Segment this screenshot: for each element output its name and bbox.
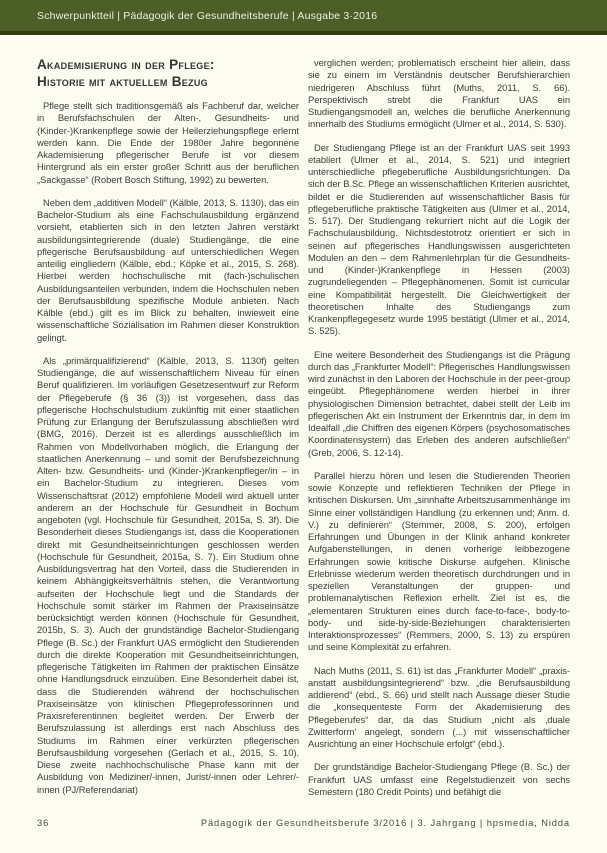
journal-info: Pädagogik der Gesundheitsberufe 3/2016 | 3. Jahrgang | hpsmedia, Nidda xyxy=(200,818,570,828)
paragraph: Pflege stellt sich traditionsgemäß als Fachberuf dar, welcher in Berufsfachschulen der Alten-, Gesundheits- und (Kinder-)Krankenpflege sowie der Heilerziehungspflege erlernt werden kann. Die Ende der 1980er Jahre begonnene Akademisierung pflegerischer Berufe ist vor diesem Hintergrund als ein erster großer Schritt aus der beruflichen „Sackgasse“ (Robert Bosch Stiftung, 1992) zu bewerten. xyxy=(37,100,299,185)
paragraph: Neben dem „additiven Modell“ (Kälble, 2013, S. 1130), das ein Bachelor-Studium als eine Fachschulausbildung ergänzend vorsieht, etablierten sich in den letzten Jahren verstärkt ausbildungsintegrierende (duale) Studiengänge, die eine pflegerische Berufsausbildung auf unterschiedlichen Wegen anteilig eingliedern (Kälble, ebd.; Köpke et al., 2015, S. 268). Hierbei werden hochschulische mit (fach-)schulischen Ausbildungsanteilen verbunden, indem die Hochschulen neben der Berufsausbildung spezifische Module anbieten. Nach Kälble (ebd.) gilt es im Blick zu behalten, inwieweit eine wissenschaftliche Sozialisation im Rahmen dieser Konstruktion gelingt. xyxy=(37,196,299,343)
header-text: Schwerpunktteil | Pädagogik der Gesundheitsberufe | Ausgabe 3·2016 xyxy=(37,9,378,22)
page-number: 36 xyxy=(37,818,50,828)
paragraph: Nach Muths (2011, S. 61) ist das „Frankfurter Modell“ „praxis- anstatt ausbildungsintegrierend“ bzw. „die Berufsausbildung addierend“ (ebd., S. 66) und stellt nach Aussage dieser Studie die „konsequenteste Form der Akademisierung des Pflegeberufes“ dar, da das Studium „nicht als ‚duale Zwitterform‘ angelegt, sondern (...) mit wissenschaftlicher Ausrichtung an einer Hochschule erfolgt“ (ebd.). xyxy=(308,664,570,749)
paragraph: Der Studiengang Pflege ist an der Frankfurt UAS seit 1993 etabliert (Ulmer et al., 2014, S. 521) und integriert unterschiedliche pflegeberufliche Ausbildungsrichtungen. Da sich der B.Sc. Pflege an wissenschaftlichen Kriterien ausrichtet, bildet er die Studierenden auf wissenschaftlicher Basis für pflegeberufliche praktische Tätigkeiten aus (Ulmer et al., 2014, S. 517). Der Studiengang rekurriert nicht auf die Logik der Fachschulausbildung. Nichtsdestotrotz orientiert er sich in seinen auf pflegerisches Handlungswissen ausgerichteten Modulen an den – dem Rahmenlehrplan für die Gesundheits- und (Kinder-)Krankenpflege in Hessen (2003) zugrundeliegenden – Pflegephänomenen. Somit ist curricular eine Kompatibilität hergestellt. Die Gleichwertigkeit der theoretischen Inhalte des Studiengangs zum Krankenpflegegesetz wurde 1995 bestätigt (Ulmer et al., 2014, S. 525). xyxy=(308,141,570,337)
article-body xyxy=(37,57,570,815)
left-column-paragraphs xyxy=(37,100,299,796)
page-footer xyxy=(37,818,570,828)
paragraph: Eine weitere Besonderheit des Studiengangs ist die Prägung durch das „Frankfurter Modell“: Pflegerisches Handlungswissen wird zunächst in den Laboren der Hochschule in der peer-group eingeübt. Pflegephänomene werden hierbei in ihrer physiologischen Dimension betrachtet, dabei stellt der Leib im pflegerischen Akt ein Instrument der Erkenntnis dar, in dem im Idealfall „die Chiffren des eigenen Körpers (psychosomatisches Koordinatensystem) das Erleben des anderen aufschließen“ (Greb, 2006, S. 12-14). xyxy=(308,348,570,458)
article-title xyxy=(37,57,299,90)
paragraph: Der grundständige Bachelor-Studiengang Pflege (B. Sc.) der Frankfurt UAS umfasst eine Regelstudienzeit von sechs Semestern (180 Credit Points) und befähigt die xyxy=(308,761,570,797)
right-column-paragraphs xyxy=(308,57,570,798)
article-title-line1: Akademisierung in der Pflege: xyxy=(37,57,215,72)
paragraph: Parallel hierzu hören und lesen die Studierenden Theorien sowie Konzepte und reflektieren Techniken der Pflege in kritischen Diskursen. Um „sinnhafte Arbeitszusammenhänge im Sinne einer vollständigen Handlung (zu erkennen und; Anm. d. V.) zu definieren“ (Stemmer, 2008, S. 200), erfolgen Erfahrungen und Übungen in der Klinik anhand konkreter Aufgabenstellungen, in denen vorherige leibbezogene Erfahrungen sowie kritische Diskurse aufgehen. Klinische Erlebnisse wiederum werden theoretisch durchdrungen und in speziellen Veranstaltungen der gruppen- und problemanalytischen Reflexion erhellt. Ziel ist es, die „elementaren Strukturen eines durch face-to-face-, body-to-body- und side-by-side-Beziehungen charakterisierten Interaktionsprozesses“ (Remmers, 2000, S. 13) zu erspüren und seine Komplexität zu erfahren. xyxy=(308,469,570,653)
header-divider xyxy=(0,31,607,35)
paragraph: Als „primärqualifizierend“ (Kälble, 2013, S. 1130f) gelten Studiengänge, die auf wissenschaftlichem Niveau für einen Beruf qualifizieren. Im vorläufigen Gesetzesentwurf zur Reform der Pflegeberufe (§ 36 (3)) ist vorgesehen, dass das pflegerische Hochschulstudium zukünftig mit einer staatlichen Prüfung zur Erlangung der Berufszulassung abschließen wird (BMG, 2016). Derzeit ist es allerdings ausschließlich im Rahmen von Modellvorhaben möglich, die Erlangung der staatlichen Anerkennung – und somit der Berufsbezeichnung Alten- bzw. Gesundheits- und (Kinder-)Krankenpfleger/in – in ein Bachelor-Studium zu integrieren. Dieses vom Wissenschaftsrat (2012) empfohlene Modell wird aktuell unter anderem an der Hochschule für Gesundheit in Bochum angeboten (vgl. Hochschule für Gesundheit, 2015a, S. 3f). Die Besonderheit dieses Studiengangs ist, dass die Kooperationen direkt mit Gesundheitseinrichtungen geschlossen werden (Hochschule für Gesundheit, 2015a, S. 7). Ein Studium ohne Ausbildungsvertrag hat den Vorteil, dass die Studierenden in keinem Abhängigkeitsverhältnis stehen, die Verantwortung aufseiten der Hochschule liegt und die Standards der Hochschule somit stärker im Rahmen der Praxiseinsätze berücksichtigt werden können (Hochschule für Gesundheit, 2015b, S. 3). Auch der grundständige Bachelor-Studiengang Pflege (B. Sc.) der Frankfurt UAS ermöglicht den Studierenden durch die direkte Kooperation mit Gesundheitseinrichtungen, pflegerische Tätigkeiten im Rahmen der praktischen Einsätze ohne Handlungsdruck einzuüben. Eine Besonderheit dabei ist, dass die Studierenden während der hochschulischen Praxiseinsätze von klinischen Pflegeprofessorinnen und Praxisreferentinnen begleitet werden. Der Erwerb der Berufszulassung ist allerdings erst nach Abschluss des Studiums im Rahmen einer verkürzten pflegerischen Berufsausbildung vorgesehen (Gerlach et al., 2015, S. 10). Diese zweite nachhochschulische Phase kann mit der Ausbildung von Mediziner/-innen, Jurist/-innen oder Lehrer/-innen (PJ/Referendariat) xyxy=(37,354,299,795)
article-title-line2: Historie mit aktuellem Bezug xyxy=(37,73,208,89)
left-column xyxy=(37,57,299,815)
paragraph: verglichen werden; problematisch erscheint hier allein, dass sie zu einem im Verständnis deutscher Berufshierarchien niedrigeren Abschluss führt (Muths, 2011, S. 66). Perspektivisch strebt die Frankfurt UAS ein Studiengangsmodell an, welches die berufliche Anerkennung innerhalb des Studiums ermöglicht (Ulmer et al., 2014, S. 530). xyxy=(308,57,570,130)
header-bar xyxy=(0,0,607,31)
right-column xyxy=(308,57,570,815)
